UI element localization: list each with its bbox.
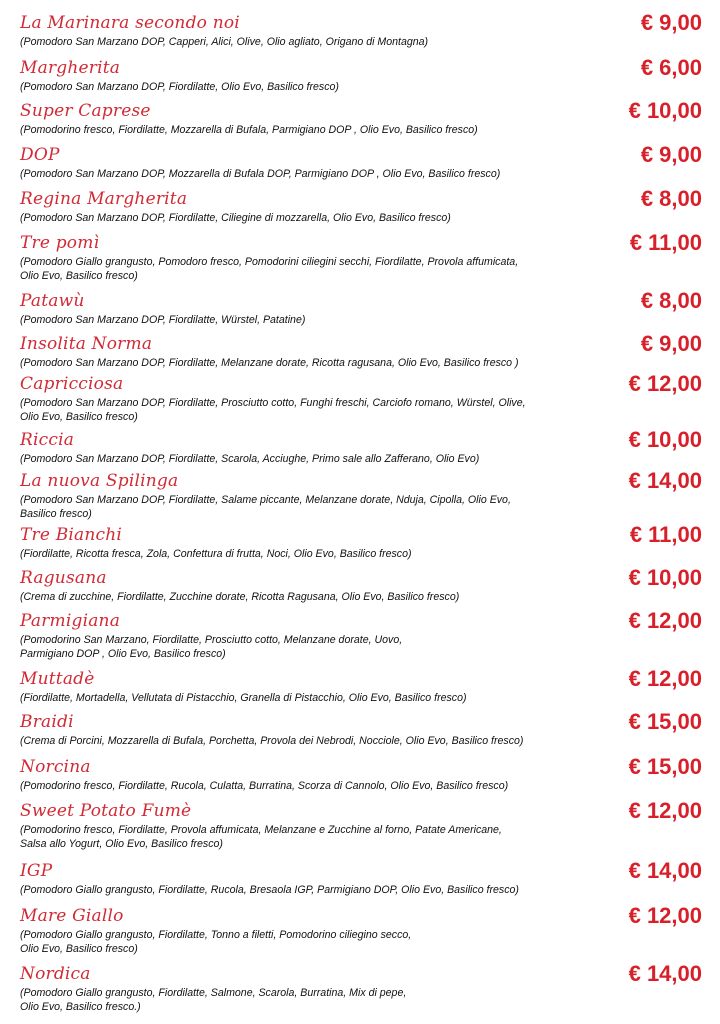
menu-item-price: € 14,00: [628, 961, 702, 986]
menu-item-price: € 9,00: [640, 331, 702, 356]
menu-item-name: DOP: [20, 145, 60, 165]
menu-item-name: Margherita: [20, 58, 121, 78]
menu-item-price: € 6,00: [640, 55, 702, 80]
menu-item-description: (Pomodorino San Marzano, Fiordilatte, Prosciutto cotto, Melanzane dorate, Uovo, Parmigiano DOP , Olio Evo, Basilico fresco): [20, 634, 403, 660]
menu-item-name: Super Caprese: [20, 101, 151, 121]
menu-item-description: (Crema di Porcini, Mozzarella di Bufala, Porchetta, Provola dei Nebrodi, Nocciole, Olio Evo, Basilico fresco): [20, 735, 524, 747]
menu-item-description: (Pomodoro San Marzano DOP, Fiordilatte, Scarola, Acciughe, Primo sale allo Zafferano, Olio Evo): [20, 453, 480, 465]
menu-item-price: € 12,00: [628, 608, 702, 633]
menu-item-name: Capricciosa: [20, 374, 124, 394]
menu-item-description: (Pomodoro Giallo grangusto, Pomodoro fresco, Pomodorini ciliegini secchi, Fiordilatte, Provola affumicata, Olio Evo, Basilico fresco): [20, 256, 519, 282]
menu-item-price: € 12,00: [628, 798, 702, 823]
menu-item-name: Ragusana: [20, 568, 107, 588]
menu-item-description: (Pomodoro San Marzano DOP, Capperi, Alici, Olive, Olio agliato, Origano di Montagna): [20, 36, 429, 48]
menu-item-description: (Pomodoro San Marzano DOP, Mozzarella di Bufala DOP, Parmigiano DOP , Olio Evo, Basilico fresco): [20, 168, 501, 180]
menu-item-price: € 15,00: [628, 709, 702, 734]
menu-item-name: Sweet Potato Fumè: [20, 801, 192, 821]
menu-item-price: € 12,00: [628, 371, 702, 396]
menu-item-description: (Fiordilatte, Ricotta fresca, Zola, Confettura di frutta, Noci, Olio Evo, Basilico fresco): [20, 548, 412, 560]
menu-item-description: (Pomodoro San Marzano DOP, Fiordilatte, Würstel, Patatine): [20, 314, 306, 326]
menu-item-description: (Pomodorino fresco, Fiordilatte, Provola affumicata, Melanzane e Zucchine al forno, Patate Americane, Salsa allo Yogurt, Olio Evo, Basilico fresco): [20, 824, 502, 850]
menu-item-price: € 14,00: [628, 468, 702, 493]
menu-item-price: € 8,00: [640, 186, 702, 211]
menu-item-description: (Pomodorino fresco, Fiordilatte, Mozzarella di Bufala, Parmigiano DOP , Olio Evo, Basilico fresco): [20, 124, 478, 136]
menu-item-name: Braidi: [20, 712, 74, 732]
menu-item-description: (Pomodoro Giallo grangusto, Fiordilatte, Salmone, Scarola, Burratina, Mix di pepe, Olio Evo, Basilico fresco.): [20, 987, 407, 1013]
menu-item-price: € 10,00: [628, 427, 702, 452]
menu-item-name: Riccia: [20, 430, 75, 450]
menu-item-name: Muttadè: [20, 669, 95, 689]
menu-item-price: € 11,00: [629, 522, 702, 547]
menu-item-price: € 12,00: [628, 666, 702, 691]
menu-item-description: (Pomodoro Giallo grangusto, Fiordilatte, Tonno a filetti, Pomodorino ciliegino secco, Olio Evo, Basilico fresco): [20, 929, 412, 955]
menu-item-description: (Pomodoro San Marzano DOP, Fiordilatte, Prosciutto cotto, Funghi freschi, Carciofo romano, Würstel, Olive, Olio Evo, Basilico fresco): [20, 397, 526, 423]
menu-item-price: € 15,00: [628, 754, 702, 779]
menu-item-description: (Pomodoro Giallo grangusto, Fiordilatte, Rucola, Bresaola IGP, Parmigiano DOP, Olio Evo, Basilico fresco): [20, 884, 519, 896]
menu-item-name: Mare Giallo: [20, 906, 124, 926]
menu-item-name: Tre Bianchi: [20, 525, 123, 545]
menu-item-name: Norcina: [20, 757, 91, 777]
menu-item-description: (Pomodoro San Marzano DOP, Fiordilatte, Ciliegine di mozzarella, Olio Evo, Basilico fresco): [20, 212, 451, 224]
menu-item-name: Patawù: [20, 291, 85, 311]
menu-item-name: La nuova Spilinga: [20, 471, 179, 491]
menu-item-price: € 11,00: [629, 230, 702, 255]
menu-item-price: € 12,00: [628, 903, 702, 928]
menu-item-description: (Pomodoro San Marzano DOP, Fiordilatte, Olio Evo, Basilico fresco): [20, 81, 339, 93]
menu-item-description: (Pomodorino fresco, Fiordilatte, Rucola, Culatta, Burratina, Scorza di Cannolo, Olio Evo, Basilico fresco): [20, 780, 509, 792]
menu-item-price: € 9,00: [640, 10, 702, 35]
menu-item-description: (Fiordilatte, Mortadella, Vellutata di Pistacchio, Granella di Pistacchio, Olio Evo, Basilico fresco): [20, 692, 467, 704]
menu-item-name: Regina Margherita: [20, 189, 188, 209]
menu-item-description: (Pomodoro San Marzano DOP, Fiordilatte, Melanzane dorate, Ricotta ragusana, Olio Evo, Basilico fresco ): [20, 357, 519, 369]
menu-item-description: (Crema di zucchine, Fiordilatte, Zucchine dorate, Ricotta Ragusana, Olio Evo, Basilico fresco): [20, 591, 460, 603]
menu-item-price: € 10,00: [628, 98, 702, 123]
menu-item-price: € 10,00: [628, 565, 702, 590]
menu-item-price: € 9,00: [640, 142, 702, 167]
menu-item-price: € 8,00: [640, 288, 702, 313]
menu-item-name: Tre pomì: [20, 233, 100, 253]
menu-item-name: Parmigiana: [20, 611, 121, 631]
menu-item-name: La Marinara secondo noi: [20, 13, 240, 33]
menu-item-price: € 14,00: [628, 858, 702, 883]
menu-item-name: IGP: [20, 861, 53, 881]
menu-item-name: Insolita Norma: [20, 334, 153, 354]
menu-item-name: Nordica: [20, 964, 91, 984]
menu-item-description: (Pomodoro San Marzano DOP, Fiordilatte, Salame piccante, Melanzane dorate, Nduja, Cipolla, Olio Evo, Basilico fresco): [20, 494, 511, 520]
